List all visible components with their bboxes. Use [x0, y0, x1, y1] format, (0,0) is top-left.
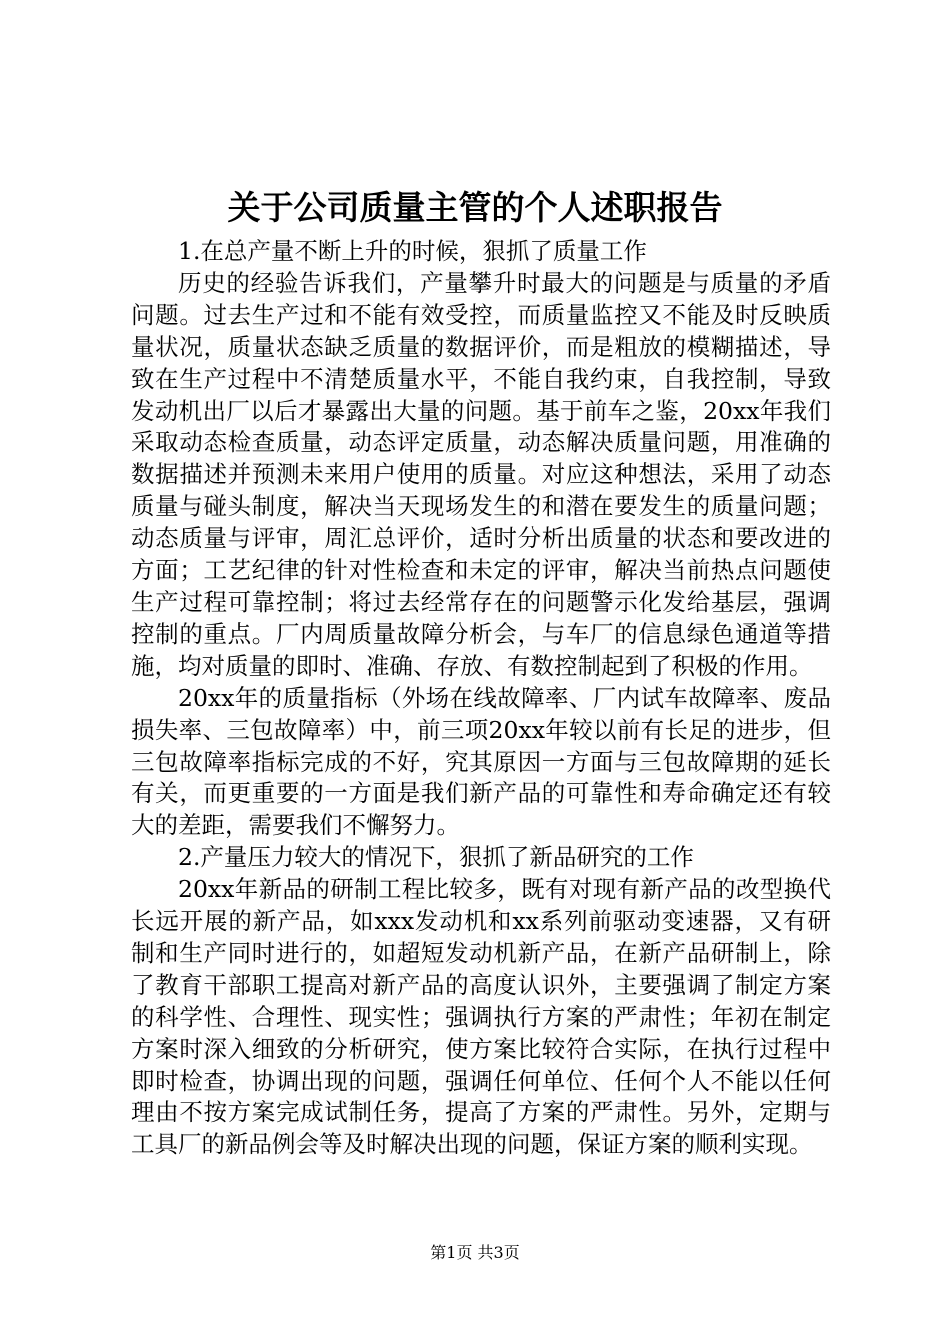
paragraph-quality-indicators: 20xx年的质量指标（外场在线故障率、厂内试车故障率、废品损失率、三包故障率）中，前三项20xx年较以前有长足的进步，但三包故障率指标完成的不好，究其原因一方面与三包故障期的延长有关，而更重要的一方面是我们新产品的可靠性和寿命确定还有较大的差距，需要我们不懈努力。 — [131, 683, 831, 840]
section-heading-1: 1.在总产量不断上升的时候，狠抓了质量工作 — [178, 237, 647, 265]
document-title: 关于公司质量主管的个人述职报告 — [227, 188, 723, 227]
paragraph-new-products: 20xx年新品的研制工程比较多，既有对现有新产品的改型换代长远开展的新产品，如xxx发动机和xx系列前驱动变速器，又有研制和生产同时进行的，如超短发动机新产品，在新产品研制上，除了教育干部职工提高对新产品的高度认识外，主要强调了制定方案的科学性、合理性、现实性；强调执行方案的严肃性；年初在制定方案时深入细致的分析研究，使方案比较符合实际，在执行过程中即时检查，协调出现的问题，强调任何单位、任何个人不能以任何理由不按方案完成试制任务，提高了方案的严肃性。另外，定期与工具厂的新品例会等及时解决出现的问题，保证方案的顺利实现。 — [131, 875, 831, 1159]
section-heading-2: 2.产量压力较大的情况下，狠抓了新品研究的工作 — [178, 843, 694, 872]
page-number-footer: 第1页 共3页 — [430, 1243, 520, 1262]
document-body — [131, 236, 831, 1161]
paragraph-quality-history: 历史的经验告诉我们，产量攀升时最大的问题是与质量的矛盾问题。过去生产过和不能有效受控，而质量监控又不能及时反映质量状况，质量状态缺乏质量的数据评价，而是粗放的模糊描述，导致在生产过程中不清楚质量水平，不能自我约束，自我控制，导致发动机出厂以后才暴露出大量的问题。基于前车之鉴，20xx年我们采取动态检查质量，动态评定质量，动态解决质量问题，用准确的数据描述并预测未来用户使用的质量。对应这种想法，采用了动态质量与碰头制度，解决当天现场发生的和潜在要发生的质量问题；动态质量与评审，周汇总评价，适时分析出质量的状态和要改进的方面；工艺纪律的针对性检查和未定的评审，解决当前热点问题使生产过程可靠控制；将过去经常存在的问题警示化发给基层，强调控制的重点。厂内周质量故障分析会，与车厂的信息绿色通道等措施，均对质量的即时、准确、存放、有数控制起到了积极的作用。 — [131, 268, 831, 680]
